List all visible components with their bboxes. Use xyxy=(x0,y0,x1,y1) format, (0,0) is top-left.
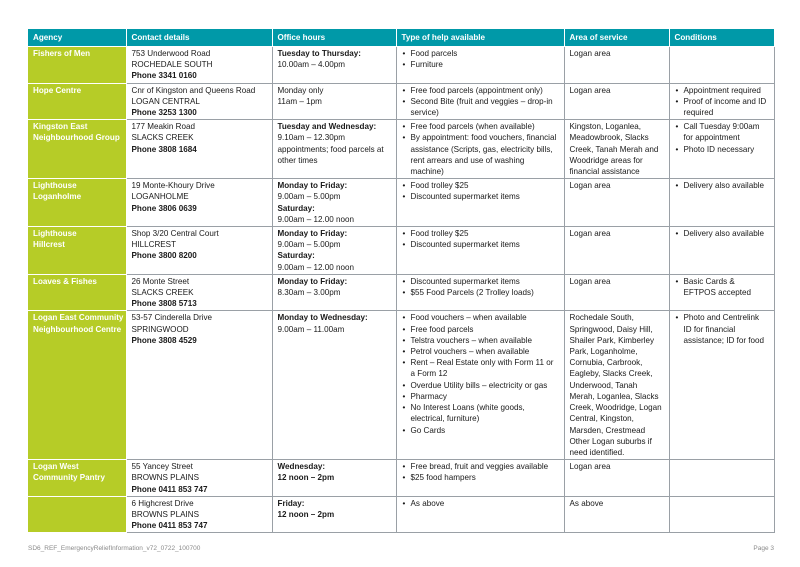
address-line: 177 Meakin Road xyxy=(131,122,195,132)
area-of-service-text: Kingston, Loganlea, Meadowbrook, Slacks Creek, Tanah Merah and Woodridge areas for financial assistance xyxy=(569,122,659,177)
agency-name-line: Fishers of Men xyxy=(33,49,91,58)
hours-line: Monday only xyxy=(277,85,324,95)
help-list xyxy=(402,461,559,483)
help-cell xyxy=(396,496,564,533)
help-list xyxy=(402,48,559,70)
hours-line: 9.10am – 12.30pm appointments; food parcels at other times xyxy=(277,133,384,165)
conditions-list xyxy=(675,121,769,155)
address-line: BROWNS PLAINS xyxy=(131,509,199,519)
header-contact-details: Contact details xyxy=(126,29,272,47)
address-line: HILLCREST xyxy=(131,240,177,250)
agency-cell xyxy=(28,47,126,84)
phone-number: Phone 3808 4529 xyxy=(131,335,197,345)
emergency-relief-table xyxy=(28,28,775,533)
header-office-hours: Office hours xyxy=(272,29,396,47)
help-cell xyxy=(396,83,564,120)
footer-document-id: SD6_REF_EmergencyReliefInformation_v72_0722_100700 xyxy=(28,545,201,552)
hours-line: Tuesday and Wednesday: xyxy=(277,122,377,132)
header-area-of-service: Area of service xyxy=(564,29,669,47)
header-conditions: Conditions xyxy=(669,29,774,47)
area-of-service-text: As above xyxy=(569,498,604,508)
agency-cell xyxy=(28,120,126,179)
agency-name-line: Loaves & Fishes xyxy=(33,276,97,286)
contact-cell xyxy=(126,311,272,460)
help-cell xyxy=(396,47,564,84)
area-cell xyxy=(564,227,669,275)
conditions-cell xyxy=(669,227,774,275)
help-item: • As above xyxy=(402,498,559,509)
help-list xyxy=(402,85,559,119)
hours-line: Monday to Friday: xyxy=(277,276,348,286)
help-item: • No Interest Loans (white goods, electrical, furniture) xyxy=(402,402,559,424)
conditions-list xyxy=(675,85,769,119)
phone-number: Phone 3808 1684 xyxy=(131,144,197,154)
agency-name-line: Hope Centre xyxy=(33,85,82,95)
agency-name-line: Community Pantry xyxy=(33,473,105,483)
conditions-cell xyxy=(669,311,774,460)
agency-name-line: Neighbourhood Group xyxy=(33,133,120,143)
hours-line: Monday to Wednesday: xyxy=(277,313,368,323)
agency-name-line: Hillcrest xyxy=(33,240,65,250)
contact-cell xyxy=(126,120,272,179)
agency-name-line: Logan West xyxy=(33,462,79,472)
help-item: • Go Cards xyxy=(402,425,559,436)
help-item: • Free food parcels (when available) xyxy=(402,121,559,132)
conditions-cell xyxy=(669,460,774,497)
header-agency: Agency xyxy=(28,29,126,47)
office-hours-cell xyxy=(272,47,396,84)
office-hours-cell xyxy=(272,120,396,179)
table-header-row xyxy=(28,29,774,47)
help-item: • Food trolley $25 xyxy=(402,228,559,239)
agency-cell xyxy=(28,83,126,120)
address-line: 753 Underwood Road xyxy=(131,49,211,58)
phone-number: Phone 3808 5713 xyxy=(131,299,197,309)
help-item: • Discounted supermarket items xyxy=(402,276,559,287)
contact-cell xyxy=(126,460,272,497)
contact-cell xyxy=(126,496,272,533)
contact-cell xyxy=(126,227,272,275)
help-item: • Pharmacy xyxy=(402,391,559,402)
phone-number: Phone 3806 0639 xyxy=(131,203,197,213)
agency-name-line: Logan East Community xyxy=(33,313,124,323)
area-cell xyxy=(564,83,669,120)
address-line: Shop 3/20 Central Court xyxy=(131,229,219,239)
footer-page-number: Page 3 xyxy=(753,545,774,552)
condition-item: • Appointment required xyxy=(675,85,769,96)
area-of-service-text: Logan area xyxy=(569,85,611,95)
conditions-list xyxy=(675,312,769,346)
help-item: • Telstra vouchers – when available xyxy=(402,335,559,346)
area-cell xyxy=(564,496,669,533)
office-hours-cell xyxy=(272,496,396,533)
phone-number: Phone 0411 853 747 xyxy=(131,484,208,494)
hours-line: Monday to Friday: xyxy=(277,229,348,239)
agency-cell xyxy=(28,460,126,497)
hours-line: Saturday: xyxy=(277,251,315,261)
hours-line: 9.00am – 5.00pm xyxy=(277,192,341,202)
help-item: • Overdue Utility bills – electricity or gas xyxy=(402,380,559,391)
hours-line: 12 noon – 2pm xyxy=(277,509,335,519)
office-hours-cell xyxy=(272,460,396,497)
address-line: LOGANHOLME xyxy=(131,192,189,202)
help-list xyxy=(402,121,559,177)
table-row xyxy=(28,179,774,227)
contact-cell xyxy=(126,83,272,120)
agency-cell xyxy=(28,179,126,227)
conditions-cell xyxy=(669,179,774,227)
address-line: BROWNS PLAINS xyxy=(131,473,199,483)
area-of-service-text: Logan area xyxy=(569,181,611,191)
table-row xyxy=(28,227,774,275)
address-line: SLACKS CREEK xyxy=(131,288,194,298)
phone-number: Phone 3253 1300 xyxy=(131,108,197,118)
area-cell xyxy=(564,179,669,227)
condition-item: • Delivery also available xyxy=(675,228,769,239)
hours-line: 12 noon – 2pm xyxy=(277,473,335,483)
document-page xyxy=(28,28,774,533)
conditions-cell xyxy=(669,274,774,311)
address-line: ROCHEDALE SOUTH xyxy=(131,60,213,70)
help-item: • Food trolley $25 xyxy=(402,180,559,191)
area-cell xyxy=(564,47,669,84)
help-item: • Discounted supermarket items xyxy=(402,239,559,250)
office-hours-cell xyxy=(272,179,396,227)
help-list xyxy=(402,498,559,509)
condition-item: • Photo ID necessary xyxy=(675,144,769,155)
address-line: SLACKS CREEK xyxy=(131,133,194,143)
hours-line: 10.00am – 4.00pm xyxy=(277,60,345,70)
area-cell xyxy=(564,311,669,460)
help-item: • $55 Food Parcels (2 Trolley loads) xyxy=(402,287,559,298)
area-cell xyxy=(564,120,669,179)
agency-name-line: Loganholme xyxy=(33,192,82,202)
address-line: 19 Monte-Khoury Drive xyxy=(131,181,215,191)
help-item: • Rent – Real Estate only with Form 11 or a Form 12 xyxy=(402,357,559,379)
table-row xyxy=(28,83,774,120)
help-cell xyxy=(396,179,564,227)
hours-line: Wednesday: xyxy=(277,462,326,472)
table-row xyxy=(28,496,774,533)
agency-cell xyxy=(28,311,126,460)
agency-cell xyxy=(28,227,126,275)
area-of-service-text: Logan area xyxy=(569,276,611,286)
help-item: • Food vouchers – when available xyxy=(402,312,559,323)
help-cell xyxy=(396,227,564,275)
help-cell xyxy=(396,274,564,311)
table-row xyxy=(28,120,774,179)
agency-name-line: Lighthouse xyxy=(33,229,77,239)
office-hours-cell xyxy=(272,274,396,311)
agency-name-line: Lighthouse xyxy=(33,181,77,191)
help-item: • By appointment: food vouchers, financial assistance (Scripts, gas, electricity bills, rent arrears and use of washing machine) xyxy=(402,132,559,177)
hours-line: 8.30am – 3.00pm xyxy=(277,288,341,298)
hours-line: Saturday: xyxy=(277,203,315,213)
hours-line: Monday to Friday: xyxy=(277,181,348,191)
conditions-cell xyxy=(669,83,774,120)
area-of-service-text: Logan area xyxy=(569,462,611,472)
office-hours-cell xyxy=(272,227,396,275)
condition-item: • Proof of income and ID required xyxy=(675,96,769,118)
hours-line: Friday: xyxy=(277,498,305,508)
table-body xyxy=(28,47,774,533)
hours-line: 9.00am – 5.00pm xyxy=(277,240,341,250)
help-list xyxy=(402,228,559,250)
hours-line: 9.00am – 12.00 noon xyxy=(277,214,355,224)
conditions-list xyxy=(675,276,769,298)
address-line: 6 Highcrest Drive xyxy=(131,498,194,508)
area-cell xyxy=(564,274,669,311)
condition-item: • Delivery also available xyxy=(675,180,769,191)
contact-cell xyxy=(126,274,272,311)
help-item: • Free bread, fruit and veggies available xyxy=(402,461,559,472)
office-hours-cell xyxy=(272,311,396,460)
help-item: • $25 food hampers xyxy=(402,472,559,483)
conditions-cell xyxy=(669,496,774,533)
address-line: 26 Monte Street xyxy=(131,276,190,286)
table-row xyxy=(28,311,774,460)
page-footer xyxy=(28,545,774,552)
phone-number: Phone 3341 0160 xyxy=(131,71,197,81)
conditions-cell xyxy=(669,47,774,84)
help-item: • Food parcels xyxy=(402,48,559,59)
hours-line: 9.00am – 12.00 noon xyxy=(277,262,355,272)
table-row xyxy=(28,460,774,497)
area-of-service-text: Rochedale South, Springwood, Daisy Hill, Shailer Park, Kimberley Park, Loganholme, Cornubia, Carbrook, Eagleby, Slacks Creek, Underwood, Tanah Merah, Loganlea, Slacks Creek, Woodridge, Logan Central, Kingston, Marsden, Crestmead Other Logan suburbs if need identified. xyxy=(569,313,662,457)
condition-item: • Basic Cards & EFTPOS accepted xyxy=(675,276,769,298)
office-hours-cell xyxy=(272,83,396,120)
help-item: • Furniture xyxy=(402,59,559,70)
hours-line: 11am – 1pm xyxy=(277,96,322,106)
help-item: • Free food parcels (appointment only) xyxy=(402,85,559,96)
condition-item: • Call Tuesday 9:00am for appointment xyxy=(675,121,769,143)
conditions-list xyxy=(675,228,769,239)
agency-name-line: Kingston East xyxy=(33,122,88,132)
help-item: • Discounted supermarket items xyxy=(402,191,559,202)
phone-number: Phone 0411 853 747 xyxy=(131,521,208,531)
header-type-of-help: Type of help available xyxy=(396,29,564,47)
help-item: • Free food parcels xyxy=(402,324,559,335)
contact-cell xyxy=(126,47,272,84)
area-of-service-text: Logan area xyxy=(569,229,611,239)
agency-cell xyxy=(28,496,126,533)
help-list xyxy=(402,276,559,298)
help-cell xyxy=(396,120,564,179)
area-of-service-text: Logan area xyxy=(569,49,611,58)
hours-line: Tuesday to Thursday: xyxy=(277,49,361,58)
help-item: • Petrol vouchers – when available xyxy=(402,346,559,357)
hours-line: 9.00am – 11.00am xyxy=(277,324,345,334)
table-row xyxy=(28,274,774,311)
help-list xyxy=(402,180,559,202)
address-line: 53-57 Cinderella Drive xyxy=(131,313,213,323)
area-cell xyxy=(564,460,669,497)
phone-number: Phone 3800 8200 xyxy=(131,251,197,261)
help-item: • Second Bite (fruit and veggies – drop-in service) xyxy=(402,96,559,118)
help-cell xyxy=(396,311,564,460)
agency-cell xyxy=(28,274,126,311)
table-row xyxy=(28,47,774,84)
help-list xyxy=(402,312,559,435)
address-line: 55 Yancey Street xyxy=(131,462,193,472)
agency-name-line: Neighbourhood Centre xyxy=(33,324,122,334)
help-cell xyxy=(396,460,564,497)
condition-item: • Photo and Centrelink ID for financial assistance; ID for food xyxy=(675,312,769,346)
address-line: SPRINGWOOD xyxy=(131,324,189,334)
address-line: LOGAN CENTRAL xyxy=(131,96,200,106)
conditions-cell xyxy=(669,120,774,179)
address-line: Cnr of Kingston and Queens Road xyxy=(131,85,256,95)
contact-cell xyxy=(126,179,272,227)
conditions-list xyxy=(675,180,769,191)
